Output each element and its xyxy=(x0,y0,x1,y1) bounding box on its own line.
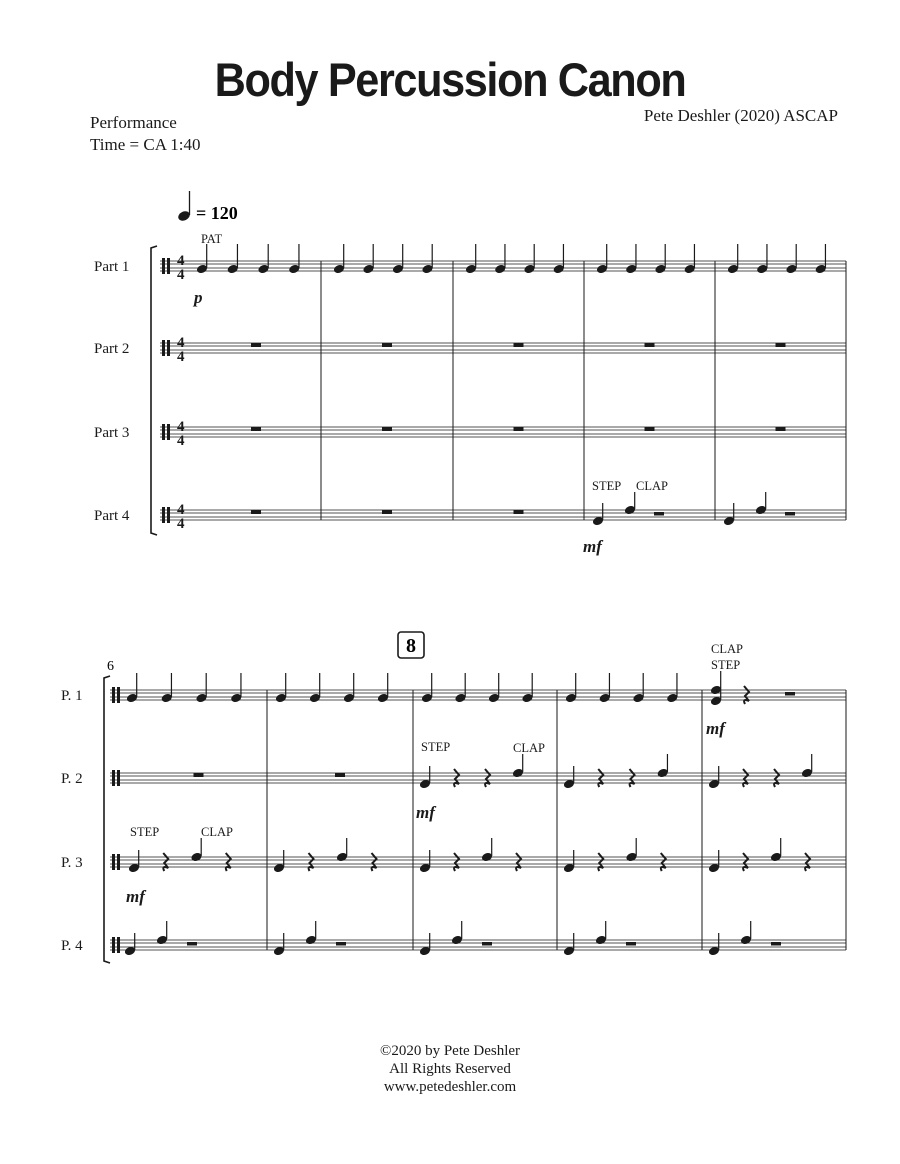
time-sig-bottom: 4 xyxy=(177,433,185,449)
part-label: P. 2 xyxy=(61,771,83,787)
composer-credit: Pete Deshler (2020) ASCAP xyxy=(643,106,838,125)
technique-label: STEP xyxy=(130,825,160,839)
percussion-clef xyxy=(162,258,165,274)
website-line: www.petedeshler.com xyxy=(383,1079,517,1095)
quarter-rest xyxy=(163,853,168,871)
tempo-value: = 120 xyxy=(196,203,238,223)
quarter-rest xyxy=(309,853,314,871)
time-sig-bottom: 4 xyxy=(177,349,185,365)
whole-rest xyxy=(382,510,392,514)
technique-label: CLAP xyxy=(711,642,743,656)
performance-duration: Time = CA 1:40 xyxy=(90,135,201,154)
part-label: P. 1 xyxy=(61,688,83,704)
percussion-clef xyxy=(112,687,115,703)
quarter-rest xyxy=(226,853,231,871)
time-sig-top: 4 xyxy=(177,419,185,435)
whole-rest xyxy=(251,510,261,514)
quarter-rest xyxy=(454,853,459,871)
percussion-clef xyxy=(162,424,165,440)
part-label: Part 3 xyxy=(94,425,130,441)
footer xyxy=(0,1042,900,1096)
whole-rest xyxy=(382,427,392,431)
quarter-rest xyxy=(630,769,635,787)
quarter-rest xyxy=(598,769,603,787)
percussion-clef xyxy=(112,854,115,870)
whole-rest xyxy=(382,343,392,347)
percussion-clef xyxy=(112,937,115,953)
whole-rest xyxy=(514,510,524,514)
whole-rest xyxy=(514,427,524,431)
technique-label: CLAP xyxy=(201,825,233,839)
rehearsal-mark xyxy=(398,632,424,658)
dynamic-marking: p xyxy=(194,288,203,307)
quarter-rest xyxy=(516,853,521,871)
percussion-clef xyxy=(117,854,120,870)
whole-rest xyxy=(514,343,524,347)
part-label: P. 3 xyxy=(61,855,83,871)
half-rest xyxy=(785,512,795,516)
whole-rest xyxy=(194,773,204,777)
system-1 xyxy=(94,232,846,556)
percussion-clef xyxy=(167,424,170,440)
system-bracket xyxy=(104,676,110,963)
quarter-rest xyxy=(372,853,377,871)
whole-rest xyxy=(335,773,345,777)
percussion-clef xyxy=(162,340,165,356)
dynamic-marking: mf xyxy=(583,537,602,556)
percussion-clef xyxy=(167,507,170,523)
part-label: Part 1 xyxy=(94,259,130,275)
technique-label: STEP xyxy=(421,740,451,754)
part-label: P. 4 xyxy=(61,938,83,954)
percussion-clef xyxy=(167,340,170,356)
technique-label: CLAP xyxy=(513,741,545,755)
time-sig-bottom: 4 xyxy=(177,516,185,532)
quarter-rest xyxy=(598,853,603,871)
half-rest xyxy=(771,942,781,946)
dynamic-marking: mf xyxy=(706,719,725,738)
percussion-clef xyxy=(117,687,120,703)
part-label: Part 2 xyxy=(94,341,130,357)
system-2 xyxy=(61,642,846,963)
half-rest xyxy=(785,692,795,696)
part-label: Part 4 xyxy=(94,508,130,524)
technique-label: PAT xyxy=(201,232,223,246)
time-sig-top: 4 xyxy=(177,253,185,269)
measure-number: 6 xyxy=(107,659,114,674)
copyright-line: ©2020 by Pete Deshler xyxy=(379,1043,521,1059)
half-rest xyxy=(654,512,664,516)
half-rest xyxy=(482,942,492,946)
technique-label: STEP xyxy=(711,658,741,672)
quarter-rest xyxy=(485,769,490,787)
percussion-clef xyxy=(167,258,170,274)
system-bracket xyxy=(151,246,157,535)
quarter-rest xyxy=(774,769,779,787)
dynamic-marking: mf xyxy=(416,803,435,822)
whole-rest xyxy=(645,343,655,347)
whole-rest xyxy=(776,427,786,431)
quarter-rest xyxy=(743,853,748,871)
quarter-rest xyxy=(743,769,748,787)
quarter-rest xyxy=(661,853,666,871)
whole-rest xyxy=(645,427,655,431)
score-title: Body Percussion Canon xyxy=(214,53,686,106)
rights-line: All Rights Reserved xyxy=(389,1061,511,1077)
whole-rest xyxy=(251,343,261,347)
technique-label: STEP xyxy=(592,479,622,493)
technique-label: CLAP xyxy=(636,479,668,493)
quarter-rest xyxy=(454,769,459,787)
time-sig-bottom: 4 xyxy=(177,267,185,283)
whole-rest xyxy=(776,343,786,347)
dynamic-marking: mf xyxy=(126,887,145,906)
percussion-clef xyxy=(112,770,115,786)
half-rest xyxy=(336,942,346,946)
tempo-marking xyxy=(177,191,238,223)
performance-label: Performance xyxy=(90,113,177,132)
whole-rest xyxy=(251,427,261,431)
percussion-clef xyxy=(117,937,120,953)
half-rest xyxy=(187,942,197,946)
percussion-clef xyxy=(162,507,165,523)
quarter-rest xyxy=(744,686,749,704)
half-rest xyxy=(626,942,636,946)
rehearsal-number: 8 xyxy=(406,635,416,657)
percussion-clef xyxy=(117,770,120,786)
quarter-rest xyxy=(805,853,810,871)
time-sig-top: 4 xyxy=(177,502,185,518)
time-sig-top: 4 xyxy=(177,335,185,351)
